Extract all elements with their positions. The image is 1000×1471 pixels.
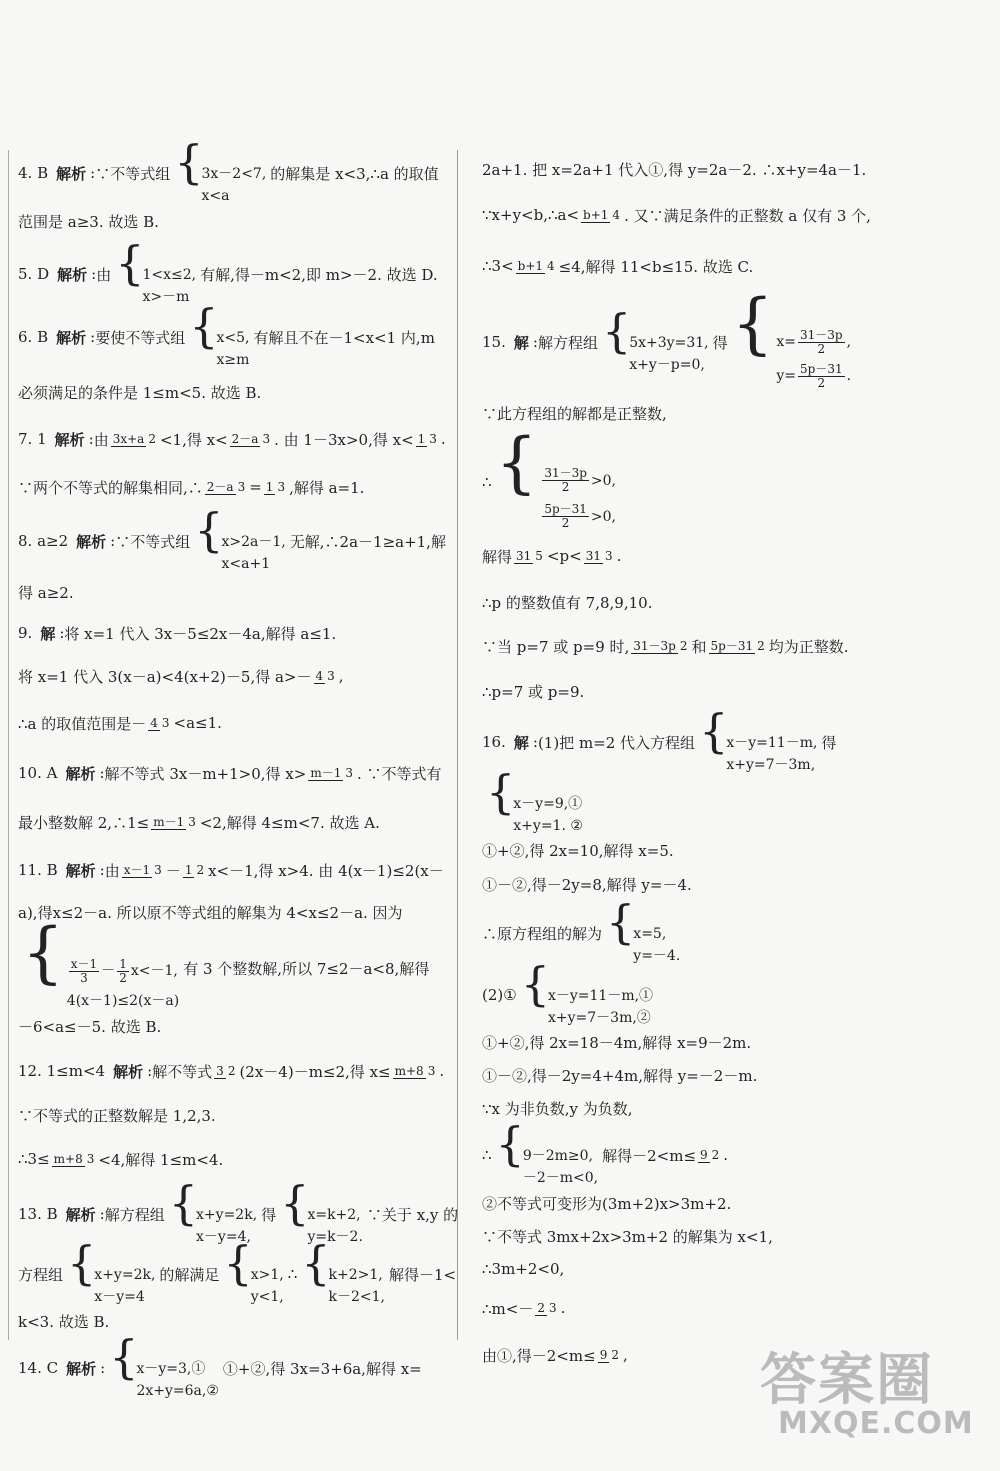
q10-fraction-1: m－1 3 <box>310 765 353 780</box>
q12-fraction-2: m+8 3 <box>394 1063 436 1078</box>
column-divider <box>457 150 458 1340</box>
q5-tag: 解析 <box>57 265 88 284</box>
left-column <box>18 135 459 1399</box>
q7-fraction-5: 1 3 <box>265 479 286 494</box>
page-edge-line <box>8 150 9 1340</box>
q5-line1: 5. D 解析 : 由 { 1<x≤2, x>－m 有解,得－m<2,即 m>－2. 故选 D. <box>18 244 443 304</box>
q11-line3: { $\frac{x-1}{3}$ － $\frac{1}{2}$ x<－1, 4(x－1)≤2(x－a) 有 3 个整数解,所以 7≤2－a<8,解得 <box>18 930 443 1006</box>
q10-number: 10. A <box>18 764 58 782</box>
q12-line2: ∵不等式的正整数解是 1,2,3. <box>18 1106 216 1125</box>
q7-line1: 7. 1 解析 : 由 3x+a 2 <1,得 x< 2－a 3 . 由 1－3x>0,得 x< 1 3 . <box>18 430 446 449</box>
q16-line13: ∴3m+2<0, <box>482 1260 565 1278</box>
q13-line1: 13. B 解析 : 解方程组 { x+y=2k, x－y=4, 得 { x=k+2, y=k－2. ∵关于 x,y 的 <box>18 1184 443 1244</box>
q15-line4: 解得 31 5 <p< 31 3 . <box>482 547 622 566</box>
q13-tag: 解析 <box>65 1205 96 1224</box>
q16-system-4: { x－y=11－m,① x+y=7－3m,② <box>520 957 654 1026</box>
q7-fraction-4: 2－a 3 <box>206 479 246 494</box>
q11-fraction-1: x－1 3 <box>123 862 162 877</box>
q7-tag: 解析 <box>54 430 85 449</box>
q13-number: 13. B <box>18 1205 58 1223</box>
q14-cont-line2: ∵x+y<b,∴a< b+1 4 . 又∵满足条件的正整数 a 仅有 3 个, <box>482 206 871 225</box>
q4-number: 4. B <box>18 164 49 182</box>
q14-cont-line1: 2a+1. 把 x=2a+1 代入①,得 y=2a－2. ∴x+y=4a－1. <box>482 160 867 179</box>
q16-system-3: { x=5, y=－4. <box>606 895 681 964</box>
q13-system-5: { k+2>1, k－2<1, <box>301 1236 386 1305</box>
q7-fraction-2: 2－a 3 <box>231 431 271 446</box>
q7-line2: ∵两个不等式的解集相同,∴ 2－a 3 = 1 3 ,解得 a=1. <box>18 478 365 497</box>
q9-line1: 9. 解 : 将 x=1 代入 3x－5≤2x－4a,解得 a≤1. <box>18 624 337 643</box>
q13-system-1: { x+y=2k, x－y=4, <box>168 1176 258 1245</box>
q9-fraction-2: 4 3 <box>150 715 170 730</box>
q6-text-b: 有解且不在－1<x<1 内,m <box>253 328 435 347</box>
q16-line12: ∵不等式 3mx+2x>3m+2 的解集为 x<1, <box>482 1227 773 1246</box>
q8-tag: 解析 <box>76 532 107 551</box>
q6-text-c: 必须满足的条件是 1≤m<5. 故选 B. <box>18 383 262 402</box>
q11-number: 11. B <box>18 861 58 879</box>
q9-number: 9. <box>18 624 33 642</box>
q7-number: 7. 1 <box>18 430 47 448</box>
q12-line3: ∴3≤ m+8 3 <4,解得 1≤m<4. <box>18 1150 224 1169</box>
q4-text-c: 范围是 a≥3. 故选 B. <box>18 212 159 231</box>
q16-line7: ①+②,得 2x=18－4m,解得 x=9－2m. <box>482 1033 752 1052</box>
q16-system-2: { x－y=9,① x+y=1. ② <box>486 765 583 834</box>
q15-line1: 15. 解 : 解方程组 { 5x+3y=31, x+y－p=0, 得 { x= $\frac{31-3p}{2}$ , y= $\frac{5p-31}{2}$ . <box>482 292 942 392</box>
q7-fraction-3: 1 3 <box>417 431 437 446</box>
q16-line9: ∵x 为非负数,y 为负数, <box>482 1099 633 1118</box>
q11-line4: －6<a≤－5. 故选 B. <box>18 1017 162 1036</box>
q13-system-3: { x+y=2k, x－y=4 <box>67 1236 156 1305</box>
watermark-chinese: 答案圈 <box>760 1348 934 1413</box>
q16-line15: 由①,得－2<m≤ 9 2 , <box>482 1346 628 1365</box>
q15-line3: ∴ { $\frac{31-3p}{2}$ >0, $\frac{5p-31}{2}$ >0, <box>482 434 942 530</box>
q5-text-b: 有解,得－m<2,即 m>－2. 故选 D. <box>200 265 438 284</box>
q4-line2 <box>18 198 443 244</box>
q16-line6: (2)① { x－y=11－m,① x+y=7－3m,② <box>482 964 942 1026</box>
watermark-logo <box>760 1336 974 1446</box>
q14-number: 14. C <box>18 1359 59 1377</box>
q5-system: { 1<x≤2, x>－m <box>115 236 197 305</box>
q13-line3: k<3. 故选 B. <box>18 1312 110 1331</box>
q8-number: 8. a≥2 <box>18 532 69 550</box>
q8-line1: 8. a≥2 解析 : ∵不等式组 { x>2a－1, x<a+1 无解,∴2a－1≥a+1,解 <box>18 510 443 572</box>
q14-tag: 解析 <box>66 1359 97 1378</box>
q15-tag: 解 <box>513 333 529 352</box>
q11-system: { $\frac{x-1}{3}$ － $\frac{1}{2}$ x<－1, 4(x－1)≤2(x－a) <box>22 914 180 1009</box>
q14-fraction-1: b+1 4 <box>583 207 621 222</box>
q9-line2: 将 x=1 代入 3(x－a)<4(x+2)－5,得 a>－ 4 3 , <box>18 667 344 686</box>
q15-solution: { x= $\frac{31-3p}{2}$ , y= $\frac{5p-31}{2}$ . <box>731 285 852 390</box>
q15-line5: ∴p 的整数值有 7,8,9,10. <box>482 593 653 612</box>
q16-line2 <box>482 765 942 834</box>
q14-fraction-2: b+1 4 <box>517 258 555 273</box>
q16-line14: ∴m<－ 2 3 . <box>482 1299 566 1318</box>
q14-system: { x－y=3,① 2x+y=6a,② <box>109 1330 219 1399</box>
q9-fraction-1: 4 3 <box>315 668 335 683</box>
q6-number: 6. B <box>18 328 49 346</box>
q4-tag: 解析 <box>56 164 87 183</box>
q14-cont-line3: ∴3< b+1 4 ≤4,解得 11<b≤15. 故选 C. <box>482 257 754 276</box>
watermark-url: MXQE.COM <box>778 1406 974 1441</box>
q16-line1: 16. 解 : (1)把 m=2 代入方程组 { x－y=11－m, x+y=7－3m, 得 <box>482 712 942 772</box>
q6-tag: 解析 <box>56 328 87 347</box>
q16-line10: ∴ { 9－2m≥0, －2－m<0, 解得－2<m≤ 9 2 . <box>482 1124 942 1186</box>
q12-number: 12. 1≤m<4 <box>18 1062 106 1080</box>
q12-fraction-3: m+8 3 <box>53 1151 95 1166</box>
q11-fraction-2: 1 2 <box>184 862 205 877</box>
q13-system-2: { x=k+2, y=k－2. <box>280 1176 363 1245</box>
q16-line4: ①－②,得－2y=8,解得 y=－4. <box>482 875 692 894</box>
q8-system: { x>2a－1, x<a+1 <box>194 503 286 572</box>
q9-line3: ∴a 的取值范围是－ 4 3 <a≤1. <box>18 714 222 733</box>
q16-line3: ①+②,得 2x=10,解得 x=5. <box>482 841 674 860</box>
q4-text-b: 的解集是 x<3,∴a 的取值 <box>270 164 439 183</box>
q15-line7: ∴p=7 或 p=9. <box>482 682 585 701</box>
q16-line8: ①－②,得－2y=4+4m,解得 y=－2－m. <box>482 1066 758 1085</box>
q4-line1: 4. B 解析 : ∵不等式组 { 3x－2<7, x<a 的解集是 x<3,∴a 的取值 <box>18 148 443 198</box>
q16-number: 16. <box>482 733 506 751</box>
q15-line2: ∵此方程组的解都是正整数, <box>482 404 667 423</box>
q10-line1: 10. A 解析 : 解不等式 3x－m+1>0,得 x> m－1 3 . ∵不等式有 <box>18 764 442 783</box>
q9-tag: 解 <box>40 624 56 643</box>
q15-inequalities: { $\frac{31-3p}{2}$ >0, $\frac{5p-31}{2}$ >0, <box>495 423 617 530</box>
q11-tag: 解析 <box>65 861 96 880</box>
q10-fraction-2: m－1 3 <box>153 814 196 829</box>
right-column <box>482 148 942 1380</box>
q8-line2: 得 a≥2. <box>18 583 74 602</box>
q5-number: 5. D <box>18 265 50 283</box>
q11-line2: a),得x≤2－a. 所以原不等式组的解集为 4<x≤2－a. 因为 <box>18 903 403 922</box>
q13-system-4: { x>1, y<1, <box>223 1236 284 1305</box>
q12-line1: 12. 1≤m<4 解析 : 解不等式 3 2 (2x－4)－m≤2,得 x≤ m+8 3 . <box>18 1062 445 1081</box>
q12-tag: 解析 <box>113 1062 144 1081</box>
q16-system-5: { 9－2m≥0, －2－m<0, <box>495 1117 599 1186</box>
q6-system: { x<5, x≥m <box>189 299 250 368</box>
q15-line6: ∵当 p=7 或 p=9 时, 31－3p 2 和 5p－31 2 均为正整数. <box>482 637 849 656</box>
q4-system: { 3x－2<7, x<a <box>174 135 267 204</box>
q4-text-a: ∵不等式组 <box>95 164 171 183</box>
q16-line5: ∴原方程组的解为 { x=5, y=－4. <box>482 902 942 964</box>
q16-tag: 解 <box>513 733 529 752</box>
q16-line11: ②不等式可变形为(3m+2)x>3m+2. <box>482 1194 732 1213</box>
q7-fraction-1: 3x+a 2 <box>112 431 156 446</box>
q12-fraction-1: 3 2 <box>216 1063 236 1078</box>
q14-line1: 14. C 解析 : { x－y=3,① 2x+y=6a,② ①+②,得 3x=3+6a,解得 x= <box>18 1338 443 1398</box>
q10-tag: 解析 <box>65 764 96 783</box>
q15-system: { 5x+3y=31, x+y－p=0, <box>601 304 709 373</box>
q6-line1: 6. B 解析 : 要使不等式组 { x<5, x≥m 有解且不在－1<x<1 内,m <box>18 304 443 370</box>
q6-text-a: 要使不等式组 <box>95 328 186 347</box>
q11-line1: 11. B 解析 : 由 x－1 3 － 1 2 x<－1,得 x>4. 由 4(x－1)≤2(x－ <box>18 861 444 880</box>
q6-line2 <box>18 370 443 414</box>
q13-line2: 方程组 { x+y=2k, x－y=4 的解满足 { x>1, y<1, ∴ { k+2>1, k－2<1, 解得－1< <box>18 1244 443 1304</box>
q5-text-a: 由 <box>96 265 112 284</box>
q15-number: 15. <box>482 333 506 351</box>
q10-line2: 最小整数解 2,∴1≤ m－1 3 <2,解得 4≤m<7. 故选 A. <box>18 813 380 832</box>
q16-system-1: { x－y=11－m, x+y=7－3m, <box>699 704 818 773</box>
